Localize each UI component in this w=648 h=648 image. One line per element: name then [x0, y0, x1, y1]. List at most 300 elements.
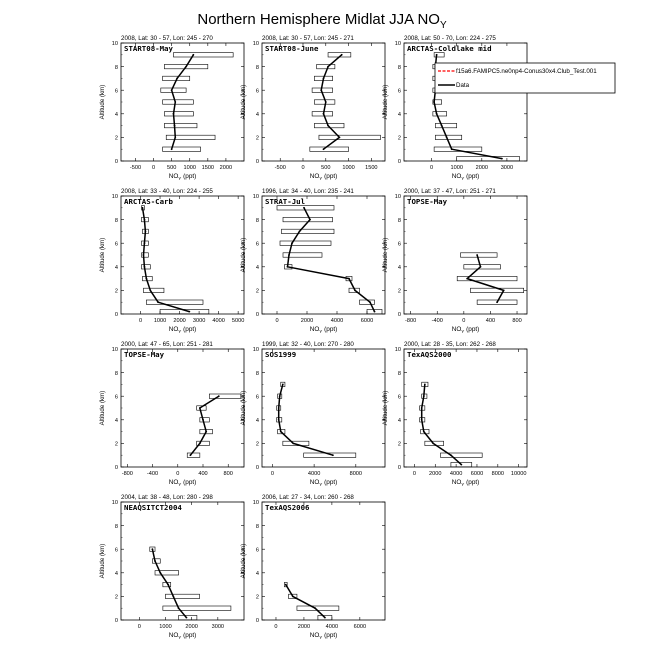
plot-frame [262, 349, 385, 467]
panel-name: SOS1999 [265, 350, 297, 359]
range-box [163, 100, 194, 104]
x-tick-label: 0 [462, 318, 466, 324]
panel-header: 2006, Lat: 27 - 34, Lon: 260 - 268 [262, 494, 354, 501]
data-point [278, 407, 280, 409]
panel-10 [99, 494, 244, 640]
y-axis-label: Altitude (km) [240, 390, 247, 426]
x-axis-label-main: NO [309, 326, 320, 333]
x-tick-label: 2000 [219, 165, 233, 171]
data-point [436, 54, 438, 56]
range-box [435, 135, 461, 139]
range-box [164, 112, 193, 116]
data-point [288, 254, 290, 256]
data-point [188, 311, 190, 313]
panel-6 [382, 188, 527, 334]
x-tick-label: 0 [176, 471, 180, 477]
data-point [172, 596, 174, 598]
panel-name: ARCTAS-Coldlake mid [407, 44, 492, 53]
data-point [171, 148, 173, 150]
data-point [332, 454, 334, 456]
x-axis-label-unit: (ppt) [322, 479, 338, 486]
x-tick-label: 0 [430, 165, 434, 171]
x-tick-label: 1500 [201, 165, 215, 171]
x-axis-label-sub: Y [319, 176, 323, 181]
data-point [460, 464, 462, 466]
y-tick-label: 0 [397, 465, 401, 472]
y-tick-label: 4 [114, 265, 118, 271]
data-point [348, 278, 350, 280]
range-box [280, 241, 331, 245]
x-tick-label: -500 [129, 165, 142, 171]
range-box [433, 112, 447, 116]
range-box [187, 453, 200, 457]
data-point [218, 395, 220, 397]
data-point [369, 301, 371, 303]
panel-name: TexAQS2006 [265, 503, 310, 512]
x-tick-label: 3000 [500, 165, 514, 171]
range-box [179, 615, 197, 619]
data-line [422, 384, 462, 464]
data-point [292, 596, 294, 598]
data-line [288, 208, 375, 312]
x-tick-label: 5000 [231, 318, 245, 324]
y-axis-label: Altitude (km) [99, 237, 106, 273]
y-tick-label: 8 [114, 64, 118, 71]
data-point [144, 242, 146, 244]
x-tick-label: 0 [301, 165, 305, 171]
x-axis-label-sub: Y [461, 329, 465, 334]
range-box [440, 453, 482, 457]
x-axis-label [310, 632, 338, 640]
x-axis-label [452, 479, 480, 487]
y-tick-label: 0 [255, 159, 259, 166]
x-axis-label [452, 326, 480, 334]
x-axis-label-main: NO [168, 326, 179, 333]
x-axis-label-unit: (ppt) [322, 173, 338, 180]
y-axis-label: Altitude (km) [99, 84, 106, 120]
x-axis-label-unit: (ppt) [181, 326, 197, 333]
panel-7 [99, 341, 244, 487]
data-line [190, 396, 218, 455]
figure-title-main: Northern Hemisphere Midlat JJA NO [197, 11, 440, 28]
data-line [467, 255, 504, 302]
data-line [279, 384, 333, 455]
x-tick-label: 500 [321, 165, 331, 171]
panel-header: 2000, Lat: 47 - 65, Lon: 251 - 281 [121, 341, 213, 348]
range-box [164, 123, 197, 127]
data-point [144, 219, 146, 221]
data-point [341, 54, 343, 56]
y-tick-label: 6 [114, 547, 118, 554]
x-tick-label: 800 [512, 318, 522, 324]
y-tick-label: 2 [397, 135, 401, 142]
x-tick-label: 500 [166, 165, 177, 171]
data-point [451, 148, 453, 150]
y-tick-label: 10 [111, 41, 118, 48]
data-point [199, 407, 201, 409]
x-axis-label-sub: Y [178, 635, 182, 640]
range-box [434, 53, 444, 57]
y-axis-label: Altitude (km) [99, 543, 106, 579]
y-axis-label: Altitude (km) [240, 84, 247, 120]
x-tick-label: 2000 [475, 165, 489, 171]
y-axis-label: Altitude (km) [382, 390, 389, 426]
y-tick-label: 10 [111, 500, 118, 507]
plot-frame [262, 502, 385, 620]
x-axis-label-unit: (ppt) [464, 173, 480, 180]
range-box [297, 606, 339, 610]
x-tick-label: 2000 [185, 624, 198, 630]
y-tick-label: 0 [114, 159, 118, 166]
data-point [503, 290, 505, 292]
x-tick-label: 0 [151, 165, 156, 171]
data-point [185, 66, 187, 68]
y-tick-label: 10 [252, 347, 259, 354]
data-point [285, 584, 287, 586]
data-point [433, 101, 435, 103]
y-tick-label: 0 [397, 159, 401, 166]
x-tick-label: 1000 [342, 165, 355, 171]
data-point [314, 607, 316, 609]
data-point [174, 137, 176, 139]
x-axis-label-main: NO [451, 326, 462, 333]
panel-3 [382, 35, 527, 181]
y-axis-label: Altitude (km) [240, 237, 247, 273]
plot-frame [404, 196, 527, 314]
x-tick-label: -800 [405, 318, 417, 324]
y-tick-label: 6 [255, 241, 259, 248]
data-point [432, 443, 434, 445]
y-tick-label: 10 [111, 194, 118, 201]
panel-name: START08-June [265, 44, 319, 53]
y-tick-label: 4 [397, 418, 401, 424]
data-point [167, 584, 169, 586]
x-tick-label: 1500 [365, 165, 378, 171]
panel-header: 2000, Lat: 28 - 35, Lon: 262 - 268 [404, 341, 496, 348]
panel-header: 2008, Lat: 30 - 57, Lon: 245 - 271 [262, 35, 354, 42]
y-tick-label: 2 [114, 441, 118, 448]
panel-5 [240, 188, 385, 334]
x-axis-label [452, 173, 480, 181]
y-axis-label: Altitude (km) [240, 543, 247, 579]
y-tick-label: 4 [397, 265, 401, 271]
y-tick-label: 6 [255, 547, 259, 554]
panel-8 [240, 341, 385, 487]
plot-frame [404, 43, 527, 161]
range-box [161, 88, 186, 92]
data-point [480, 266, 482, 268]
data-point [145, 231, 147, 233]
data-point [142, 207, 144, 209]
x-tick-label: 2000 [297, 624, 311, 630]
y-tick-label: 2 [397, 288, 401, 295]
y-tick-label: 2 [255, 135, 259, 142]
data-point [374, 311, 376, 313]
x-axis-label-sub: Y [319, 635, 323, 640]
x-tick-label: 0 [137, 624, 141, 630]
range-box [143, 288, 164, 292]
data-point [278, 419, 280, 421]
x-axis-label-main: NO [451, 479, 462, 486]
data-point [501, 158, 503, 160]
data-point [174, 125, 176, 127]
data-point [171, 89, 173, 91]
x-axis-label-sub: Y [319, 482, 323, 487]
x-tick-label: 3000 [192, 318, 206, 324]
y-tick-label: 8 [114, 370, 118, 377]
x-axis-label-main: NO [309, 632, 320, 639]
data-point [323, 113, 325, 115]
y-axis-label: Altitude (km) [382, 84, 389, 120]
x-tick-label: 4000 [449, 471, 463, 477]
data-point [423, 395, 425, 397]
range-box [173, 53, 233, 57]
y-tick-label: 10 [111, 347, 118, 354]
y-tick-label: 2 [114, 594, 118, 601]
range-box [209, 394, 241, 398]
panel-name: ARCTAS-Carb [124, 197, 173, 206]
range-box [200, 418, 209, 422]
y-tick-label: 2 [255, 288, 259, 295]
x-tick-label: 2000 [300, 318, 314, 324]
x-tick-label: -500 [274, 165, 286, 171]
x-tick-label: 0 [274, 624, 278, 630]
panel-header: 1996, Lat: 34 - 40, Lon: 235 - 241 [262, 188, 354, 195]
range-box [142, 253, 149, 257]
range-box [165, 594, 199, 598]
data-point [199, 443, 201, 445]
x-tick-label: 3000 [211, 624, 225, 630]
data-point [324, 617, 326, 619]
y-tick-label: 8 [114, 217, 118, 224]
y-tick-label: 2 [255, 441, 259, 448]
x-tick-label: 1000 [183, 165, 196, 171]
x-tick-label: -800 [121, 471, 133, 477]
range-box [435, 123, 456, 127]
range-box [317, 64, 335, 68]
y-axis-label: Altitude (km) [99, 390, 106, 426]
x-tick-label: 6000 [353, 624, 367, 630]
y-tick-label: 2 [114, 288, 118, 295]
panels [99, 35, 527, 640]
data-point [446, 137, 448, 139]
y-tick-label: 6 [255, 394, 259, 401]
y-tick-label: 2 [397, 441, 401, 448]
data-point [450, 454, 452, 456]
plot-frame [121, 502, 244, 620]
x-axis-label [310, 173, 338, 181]
range-box [163, 606, 231, 610]
range-box [319, 135, 381, 139]
x-axis-label [169, 326, 197, 334]
y-tick-label: 10 [252, 194, 259, 201]
y-tick-label: 4 [255, 265, 259, 271]
x-axis-label [310, 326, 338, 334]
data-point [327, 125, 329, 127]
x-axis-label-main: NO [309, 173, 320, 180]
panel-header: 2004, Lat: 38 - 48, Lon: 280 - 298 [121, 494, 213, 501]
x-axis-label-sub: Y [319, 329, 323, 334]
x-tick-label: 2000 [429, 471, 442, 477]
y-tick-label: 0 [255, 618, 259, 625]
x-axis-label-unit: (ppt) [181, 479, 197, 486]
data-point [159, 572, 161, 574]
data-point [292, 443, 294, 445]
data-point [303, 207, 305, 209]
data-point [145, 278, 147, 280]
x-tick-label: 400 [198, 471, 208, 477]
x-axis-label-sub: Y [461, 176, 465, 181]
x-tick-label: 0 [270, 471, 274, 477]
data-point [279, 395, 281, 397]
x-axis-label-main: NO [168, 479, 179, 486]
data-point [205, 431, 207, 433]
data-point [192, 54, 194, 56]
x-axis-label-unit: (ppt) [464, 326, 480, 333]
x-tick-label: 8000 [349, 471, 363, 477]
x-axis-label [169, 479, 197, 487]
y-tick-label: 6 [114, 394, 118, 401]
x-tick-label: 0 [138, 318, 143, 324]
y-tick-label: 4 [255, 112, 259, 118]
y-tick-label: 10 [252, 41, 259, 48]
panel-name: START08-May [124, 44, 173, 53]
data-point [421, 407, 423, 409]
x-tick-label: -400 [146, 471, 159, 477]
range-box [282, 229, 335, 233]
x-tick-label: 8000 [491, 471, 505, 477]
x-axis-label-sub: Y [178, 176, 182, 181]
x-axis-label-unit: (ppt) [181, 632, 197, 639]
x-tick-label: 1000 [153, 318, 167, 324]
x-tick-label: -400 [431, 318, 443, 324]
data-point [299, 231, 301, 233]
panel-header: 1999, Lat: 32 - 40, Lon: 270 - 280 [262, 341, 354, 348]
data-point [291, 242, 293, 244]
y-tick-label: 8 [255, 217, 259, 224]
range-box [457, 276, 517, 280]
data-point [186, 617, 188, 619]
panel-header: 2008, Lat: 50 - 70, Lon: 224 - 275 [404, 35, 496, 42]
range-box [461, 253, 498, 257]
data-point [466, 278, 468, 280]
range-box [163, 147, 201, 151]
x-tick-label: 4000 [330, 318, 344, 324]
x-axis-label-main: NO [168, 632, 179, 639]
data-point [143, 254, 145, 256]
data-point [441, 125, 443, 127]
data-point [323, 148, 325, 150]
y-tick-label: 4 [397, 112, 401, 118]
y-tick-label: 2 [114, 135, 118, 142]
panel-name: STRAT-Jul [265, 197, 306, 206]
panel-9 [382, 341, 527, 487]
data-line [143, 208, 190, 312]
plot-frame [121, 349, 244, 467]
panel-name: TOPSE-May [124, 350, 165, 359]
data-point [149, 290, 151, 292]
y-tick-label: 6 [114, 88, 118, 95]
data-point [354, 290, 356, 292]
range-box [142, 265, 151, 269]
y-tick-label: 0 [114, 618, 118, 625]
y-tick-label: 4 [114, 571, 118, 577]
x-axis-label-main: NO [168, 173, 179, 180]
data-point [202, 419, 204, 421]
y-tick-label: 4 [255, 571, 259, 577]
plot-frame [121, 196, 244, 314]
data-point [327, 66, 329, 68]
data-point [282, 384, 284, 386]
y-tick-label: 10 [394, 347, 401, 354]
x-tick-label: 0 [275, 318, 279, 324]
data-line [286, 585, 325, 618]
data-point [421, 419, 423, 421]
y-tick-label: 6 [397, 241, 401, 248]
x-tick-label: 1000 [159, 624, 172, 630]
panel-11 [240, 494, 385, 640]
y-tick-label: 4 [114, 418, 118, 424]
y-tick-label: 8 [397, 217, 401, 224]
x-tick-label: 6000 [360, 318, 374, 324]
data-point [152, 548, 154, 550]
panel-name: TOPSE-May [407, 197, 448, 206]
y-tick-label: 6 [397, 394, 401, 401]
x-axis-label-unit: (ppt) [322, 632, 338, 639]
data-point [325, 101, 327, 103]
panel-4 [99, 188, 244, 334]
y-tick-label: 8 [397, 64, 401, 71]
data-point [189, 454, 191, 456]
y-axis-label: Altitude (km) [382, 237, 389, 273]
y-tick-label: 6 [397, 88, 401, 95]
data-point [436, 113, 438, 115]
data-point [176, 78, 178, 80]
legend-model-label: f15a6.FAMIPC5.ne0np4-Conus30x4.Club_Test.001 [456, 68, 597, 75]
x-tick-label: 800 [223, 471, 233, 477]
x-tick-label: 400 [485, 318, 496, 324]
y-tick-label: 0 [114, 312, 118, 319]
y-tick-label: 6 [255, 88, 259, 95]
data-point [280, 431, 282, 433]
x-tick-label: 10000 [510, 471, 527, 477]
x-axis-label-sub: Y [178, 482, 182, 487]
range-box [457, 156, 520, 160]
y-tick-label: 4 [114, 112, 118, 118]
y-tick-label: 0 [255, 312, 259, 319]
data-point [174, 101, 176, 103]
range-box [464, 265, 501, 269]
panel-header: 2000, Lat: 37 - 47, Lon: 251 - 271 [404, 188, 496, 195]
data-point [423, 431, 425, 433]
x-tick-label: 1000 [450, 165, 463, 171]
data-point [144, 266, 146, 268]
y-tick-label: 0 [255, 465, 259, 472]
data-point [173, 113, 175, 115]
y-tick-label: 0 [114, 465, 118, 472]
data-point [424, 384, 426, 386]
x-axis-label-sub: Y [178, 329, 182, 334]
x-axis-label [169, 173, 197, 181]
data-point [496, 301, 498, 303]
y-tick-label: 2 [255, 594, 259, 601]
y-tick-label: 8 [255, 523, 259, 530]
plot-frame [262, 196, 385, 314]
x-axis-label [310, 479, 338, 487]
x-axis-label [169, 632, 197, 640]
plot-frame [262, 43, 385, 161]
panel-2 [240, 35, 385, 181]
